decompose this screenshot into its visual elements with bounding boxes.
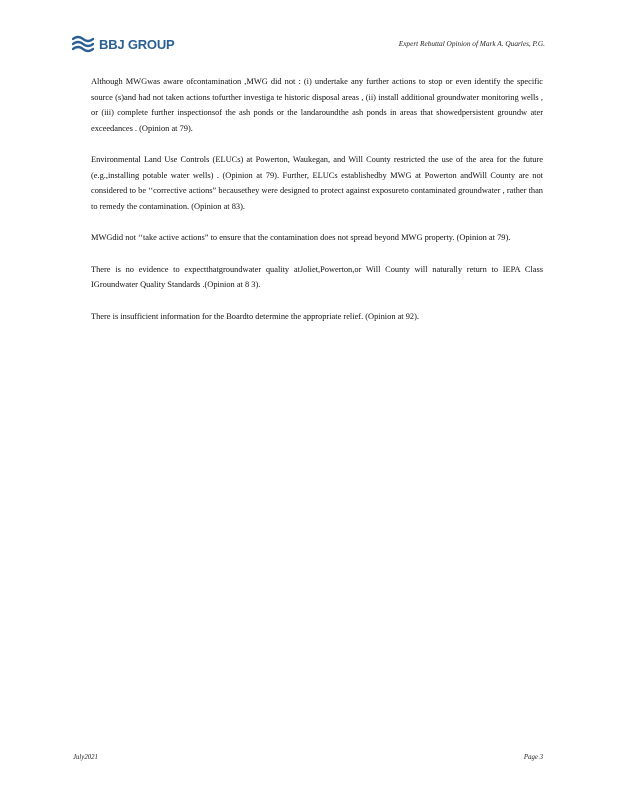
bullet-text: Environmental Land Use Controls (ELUCs) at Powerton, Waukegan, and Will County restricted the use of the area for the future (e.g.,installing potable water wells) . (Opinion at 79). Further, ELUCs establishedby MWG at Powerton andWill County are not considered to be ‘‘corrective actions” becausethey were designed to protect against exposureto contaminated groundwater , rather than to remedy the contamination. (Opinion at 83). [91,155,543,211]
bullet-item [73,262,543,293]
document-subtitle: Expert Rebuttal Opinion of Mark A. Quarles, P.G. [398,39,545,48]
bullet-item [73,152,543,214]
company-logo [72,34,175,54]
bullet-item [73,309,543,325]
bullet-text: There is no evidence to expectthatgroundwater quality atJoliet,Powerton,or Will County will naturally return to IEPA Class IGroundwater Quality Standards .(Opinion at 8 3). [91,264,543,289]
opinion-bullet-list [73,74,543,340]
bullet-text: There is insufficient information for the Boardto determine the appropriate relief. (Opinion at 92). [91,311,419,321]
bullet-item [73,230,543,246]
bullet-text: MWGdid not ‘‘take active actions” to ensure that the contamination does not spread beyond MWG property. (Opinion at 79). [91,233,511,242]
bullet-text: Although MWGwas aware ofcontamination ,MWG did not : (i) undertake any further actions to stop or even identify the specific source (s)and had not taken actions tofurther investiga te historic disposal areas , (ii) install additional groundwater monitoring wells , or (iii) complete further inspectionsof the ash ponds or the landaroundthe ash ponds in areas that showedpersistent groundw ater exceedances . (Opinion at 79). [91,77,543,133]
bullet-item [73,74,543,136]
footer-date: July2021 [73,754,98,761]
page-number: Page 3 [523,754,543,761]
logo-text: BBJ GROUP [99,36,175,52]
bbj-wave-logo-icon [72,34,94,54]
